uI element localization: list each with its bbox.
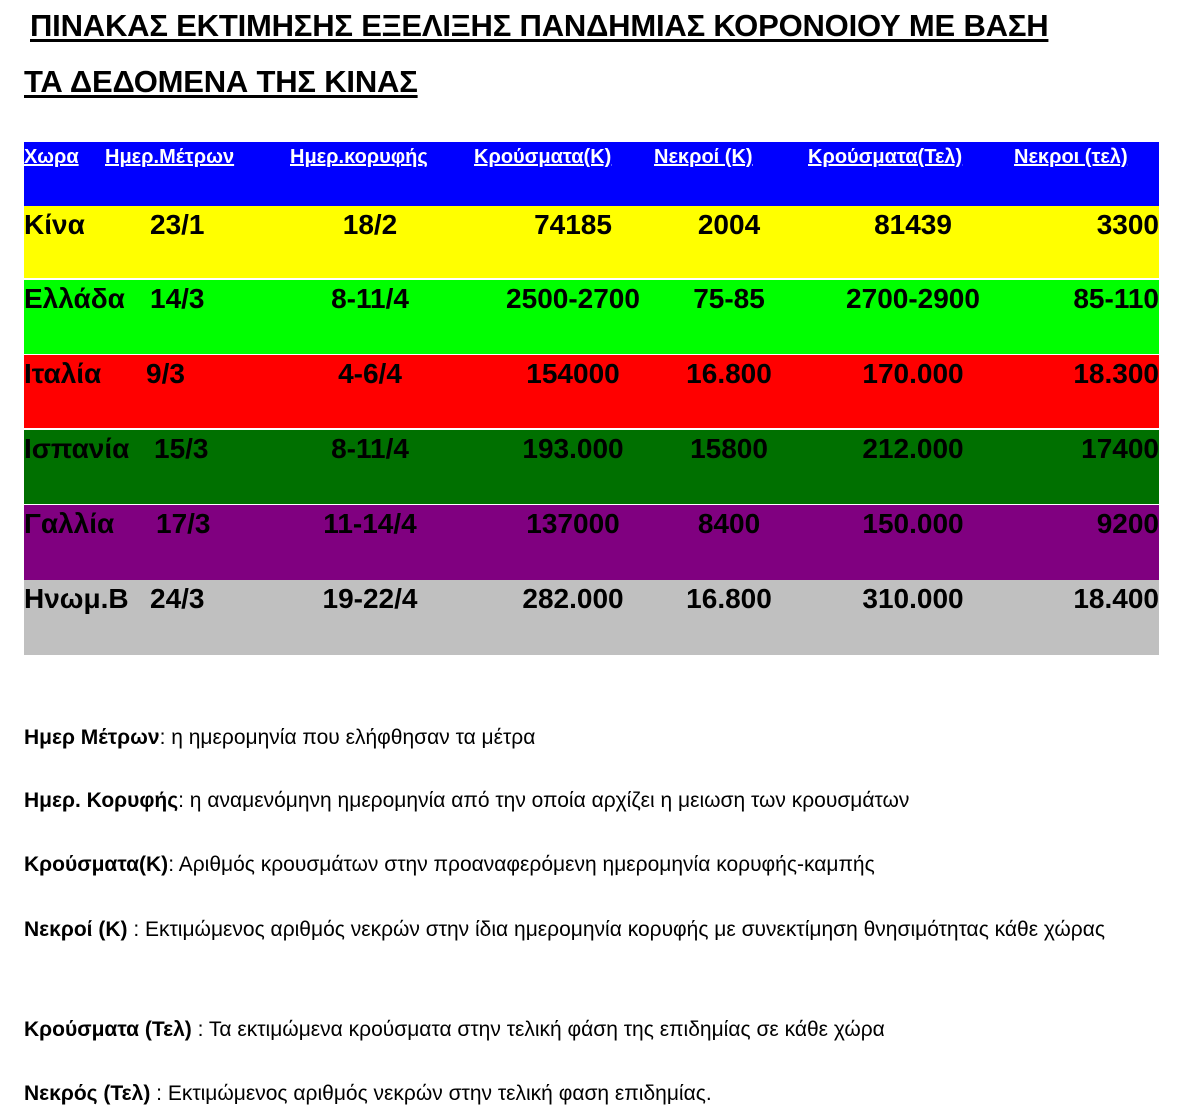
legend-term: Κρούσματα (Τελ) xyxy=(24,1018,192,1041)
table-row xyxy=(24,430,1159,504)
legend-description: : Αριθμός κρουσμάτων στην προαναφερόμενη ημερομηνία κορυφής-καμπής xyxy=(168,853,875,876)
legend-term: Ημερ. Κορυφής xyxy=(24,789,179,812)
cell-cases-final: 170.000 xyxy=(862,358,964,389)
legend-item xyxy=(24,783,1164,819)
header-cases-k: Κρούσματα(Κ) xyxy=(474,146,612,168)
cell-measures: 24/3 xyxy=(150,583,205,614)
cell-measures: 23/1 xyxy=(150,209,205,240)
cell-cases-final: 212.000 xyxy=(862,433,964,464)
cell-cases-final: 310.000 xyxy=(862,583,964,614)
legend-description: : η ημερομηνία που ελήφθησαν τα μέτρα xyxy=(159,726,536,749)
cell-deaths-k: 16.800 xyxy=(686,358,772,389)
cell-deaths-k: 8400 xyxy=(697,508,761,539)
cell-cases-final: 150.000 xyxy=(862,508,964,539)
cell-deaths-final: 18.400 xyxy=(1073,583,1159,614)
legend-item xyxy=(24,1076,1164,1112)
table-row xyxy=(24,355,1159,428)
header-cases-final: Κρούσματα(Τελ) xyxy=(808,146,963,168)
legend-term: Ημερ Μέτρων xyxy=(24,726,160,749)
header-deaths-k: Νεκροί (Κ) xyxy=(654,146,753,168)
cell-measures: 9/3 xyxy=(146,358,185,389)
legend-description: : Εκτιμώμενος αριθμός νεκρών στην ίδια ημερομηνία κορυφής με συνεκτίμηση θνησιμότητας κάθε χώρας xyxy=(127,918,1105,941)
header-measures-date: Ημερ.Μέτρων xyxy=(105,146,235,168)
cell-cases-k: 154000 xyxy=(526,358,620,389)
cell-deaths-final: 18.300 xyxy=(1073,358,1159,389)
cell-peak: 8-11/4 xyxy=(331,283,409,314)
cell-peak: 11-14/4 xyxy=(323,508,417,539)
legend-item xyxy=(24,847,1164,883)
page-title: ΠΙΝΑΚΑΣ ΕΚΤΙΜΗΣΗΣ ΕΞΕΛΙΞΗΣ ΠΑΝΔΗΜΙΑΣ ΚΟΡΟΝΟΙΟΥ ΜΕ ΒΑΣΗ xyxy=(30,8,1049,43)
legend-item xyxy=(24,1012,1164,1048)
cell-deaths-final: 3300 xyxy=(1096,209,1159,240)
cell-peak: 19-22/4 xyxy=(322,583,418,614)
legend-item xyxy=(24,720,1164,756)
cell-deaths-k: 2004 xyxy=(697,209,761,240)
cell-deaths-final: 85-110 xyxy=(1073,283,1159,314)
legend-description: : η αναμενόμηνη ημερομηνία από την οποία αρχίζει η μειωση των κρουσμάτων xyxy=(178,789,910,812)
cell-cases-k: 2500-2700 xyxy=(506,283,640,314)
cell-cases-final: 81439 xyxy=(874,209,952,240)
legend-term: Κρούσματα(Κ) xyxy=(24,853,169,876)
cell-country: Ηνωμ.Β xyxy=(24,583,129,614)
legend-description: : Εκτιμώμενος αριθμός νεκρών στην τελική φαση επιδημίας. xyxy=(150,1082,712,1105)
table-row xyxy=(24,280,1159,354)
cell-cases-final: 2700-2900 xyxy=(846,283,980,314)
cell-country: Κίνα xyxy=(24,209,85,240)
cell-deaths-k: 15800 xyxy=(690,433,768,464)
legend-term: Νεκρός (Τελ) xyxy=(24,1082,151,1105)
page-subtitle: ΤΑ ΔΕΔΟΜΕΝΑ ΤΗΣ ΚΙΝΑΣ xyxy=(24,64,418,99)
cell-measures: 14/3 xyxy=(150,283,205,314)
cell-country: Ελλάδα xyxy=(24,283,125,314)
cell-country: Ιταλία xyxy=(24,358,102,389)
legend-item xyxy=(24,912,1164,948)
cell-deaths-k: 75-85 xyxy=(693,283,765,314)
cell-country: Γαλλία xyxy=(24,508,115,539)
cell-measures: 15/3 xyxy=(154,433,209,464)
header-peak-date: Ημερ.κορυφής xyxy=(290,146,428,168)
header-country: Χωρα xyxy=(24,146,79,168)
cell-peak: 8-11/4 xyxy=(331,433,409,464)
cell-measures: 17/3 xyxy=(156,508,211,539)
cell-deaths-k: 16.800 xyxy=(686,583,772,614)
table-row xyxy=(24,580,1159,655)
cell-deaths-final: 17400 xyxy=(1081,433,1159,464)
cell-cases-k: 74185 xyxy=(534,209,612,240)
table-row xyxy=(24,505,1159,580)
legend-term: Νεκροί (Κ) xyxy=(24,918,128,941)
cell-cases-k: 137000 xyxy=(526,508,620,539)
cell-country: Ισπανία xyxy=(24,433,130,464)
cell-peak: 4-6/4 xyxy=(338,358,402,389)
table-header xyxy=(24,142,1159,206)
table-row xyxy=(24,206,1159,278)
cell-peak: 18/2 xyxy=(342,209,398,240)
legend-description: : Τα εκτιμώμενα κρούσματα στην τελική φάση της επιδημίας σε κάθε χώρα xyxy=(191,1018,885,1041)
header-deaths-final: Νεκροι (τελ) xyxy=(1014,146,1128,168)
cell-cases-k: 193.000 xyxy=(522,433,624,464)
cell-deaths-final: 9200 xyxy=(1096,508,1159,539)
cell-cases-k: 282.000 xyxy=(522,583,624,614)
